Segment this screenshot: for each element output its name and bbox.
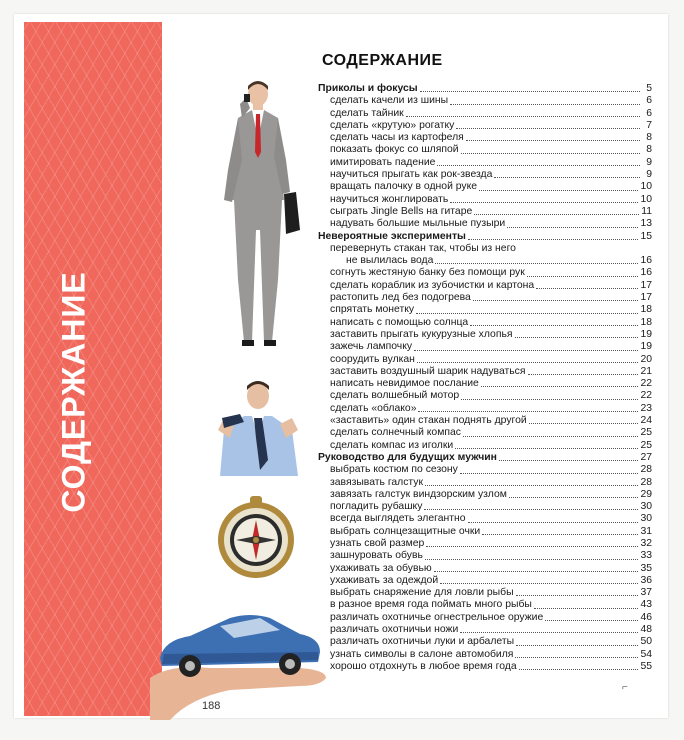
compass-photo [210,492,302,584]
toc-entry[interactable] [318,587,652,599]
toc-entry-title: Невероятные эксперименты [318,230,466,242]
toc-leader-dots [455,448,638,449]
toc-entry-title: погладить рубашку [330,501,423,513]
toc-leader-dots [417,362,639,363]
toc-page-number: 48 [640,624,652,636]
toc-leader-dots [474,214,639,215]
toc-entry[interactable] [318,280,652,292]
toc-page-number: 7 [646,119,652,131]
toc-entry-title: имитировать падение [330,156,436,168]
toc-page-number: 29 [640,488,652,500]
toc-entry[interactable] [318,317,652,329]
toc-entry-title: сделать кораблик из зубочистки и картона [330,279,535,291]
toc-entry-title: завязать галстук виндзорским узлом [330,488,507,500]
toc-section[interactable] [318,83,652,95]
toc-leader-dots [460,473,639,474]
toc-page-number: 13 [640,218,652,230]
toc-page-number: 15 [640,230,652,242]
toc-leader-dots [461,399,638,400]
toc-page-number: 31 [640,525,652,537]
toc-entry-title: узнать символы в салоне автомобиля [330,648,514,660]
toc-entry[interactable] [318,329,652,341]
toc-entry-title: написать невидимое послание [330,378,479,390]
toc-leader-dots [509,497,639,498]
toc-entry-title: сделать «облако» [330,402,417,414]
toc-leader-dots [516,595,639,596]
toc-entry[interactable] [318,144,652,156]
toc-entry-title: завязывать галстук [330,476,424,488]
toc-entry[interactable] [318,440,652,452]
page-corner-mark: ⌐ [622,682,628,693]
toc-entry[interactable] [318,108,652,120]
toc-page-number: 10 [640,193,652,205]
toc-leader-dots [515,657,638,658]
toc-entry[interactable] [318,661,652,673]
toc-entry-title: различать охотничье огнестрельное оружие [330,611,544,623]
toc-page-number: 18 [640,316,652,328]
toc-entry-title: Руководство для будущих мужчин [318,451,497,463]
toc-entry[interactable] [318,415,652,427]
toc-entry-title: сделать тайник [330,107,404,119]
toc-entry-title: заставить прыгать кукурузные хлопья [330,328,513,340]
side-band [24,22,162,716]
toc-leader-dots [481,386,639,387]
toc-entry-title: надувать большие мыльные пузыри [330,218,506,230]
toc-entry[interactable] [318,354,652,366]
toc-entry-title: сделать солнечный компас [330,427,461,439]
toc-page-number: 33 [640,550,652,562]
toc-page-number: 5 [646,83,652,94]
toc-entry-title: «заставить» один стакан поднять другой [330,415,527,427]
toc-entry-title: Приколы и фокусы [318,83,418,94]
toc-page-number: 16 [640,255,652,267]
toc-entry-title: согнуть жестяную банку без помощи рук [330,267,525,279]
toc-page-number: 24 [640,415,652,427]
toc-page-number: 6 [646,107,652,119]
toc-leader-dots [461,153,640,154]
toc-entry-title: сделать качели из шины [330,95,449,107]
toc-leader-dots [529,423,639,424]
toc-entry[interactable] [318,489,652,501]
toc-page-number: 30 [640,501,652,513]
toc-leader-dots [482,534,638,535]
toc-entry[interactable] [318,636,652,648]
toc-leader-dots [426,546,638,547]
side-title: СОДЕРЖАНИЕ [55,271,92,513]
toc-page-number: 8 [646,144,652,156]
toc-leader-dots [425,485,638,486]
toc-entry[interactable] [318,612,652,624]
toc-page-number: 32 [640,537,652,549]
toc-leader-dots [468,522,639,523]
toc-page-number: 46 [640,611,652,623]
toc-entry[interactable] [318,132,652,144]
toc-entry[interactable] [318,563,652,575]
toc-entry-title: заставить воздушный шарик надуваться [330,365,526,377]
toc-leader-dots [440,583,638,584]
page-number: 188 [202,700,221,712]
toc-leader-dots [406,116,640,117]
toc-entry-title: зашнуровать обувь [330,550,423,562]
toc-entry-title: сделать компас из иголки [330,439,454,451]
toc-entry-title: сделать «крутую» рогатку [330,119,455,131]
toc-page-number: 25 [640,439,652,451]
toc-entry-title: различать охотничьи луки и арбалеты [330,636,515,648]
toc-leader-dots [494,177,640,178]
toc-entry[interactable] [318,464,652,476]
toc-entry-title: показать фокус со шляпой [330,144,459,156]
toc-leader-dots [437,165,640,166]
toc-page-number: 43 [640,599,652,611]
toc-entry[interactable] [318,95,652,107]
toc-leader-dots [420,91,640,92]
toc-page-number: 27 [640,451,652,463]
toc-entry-title: сыграть Jingle Bells на гитаре [330,205,473,217]
toc-leader-dots [519,669,639,670]
toc-entry[interactable] [318,501,652,513]
toc-page-number: 19 [640,341,652,353]
toc-leader-dots [460,632,638,633]
toc-leader-dots [468,239,639,240]
toc-leader-dots [418,411,638,412]
toc-entry[interactable] [318,599,652,611]
toc-entry[interactable] [318,390,652,402]
toc-leader-dots [473,300,639,301]
toc-entry[interactable] [318,304,652,316]
toc-page-number: 55 [640,660,652,672]
toc-leader-dots [424,509,638,510]
toc-section[interactable] [318,452,652,464]
toc-leader-dots [435,263,638,264]
toc-leader-dots [507,227,638,228]
toc-entry-title: растопить лед без подогрева [330,292,471,304]
toc-section[interactable] [318,231,652,243]
toc-leader-dots [450,104,640,105]
toc-entry[interactable] [318,292,652,304]
toc-page-number: 22 [640,390,652,402]
businessman-photo [212,80,308,362]
toc-entry-title: перевернуть стакан так, чтобы из него [330,242,516,254]
toc-page-number: 25 [640,427,652,439]
toc-entry-title: в разное время года поймать много рыбы [330,599,532,611]
toc-leader-dots [416,313,638,314]
toc-page-number: 20 [640,353,652,365]
toc-entry[interactable] [318,218,652,230]
toc-page-number: 17 [640,292,652,304]
toc-page-number: 9 [646,169,652,181]
toc-leader-dots [450,202,638,203]
toc-leader-dots [456,128,640,129]
toc-page-number: 28 [640,476,652,488]
toc-entry-title: не вылилась вода [346,255,434,267]
toc-entry[interactable] [318,267,652,279]
toc-entry[interactable] [318,243,652,255]
toc-leader-dots [536,288,638,289]
toc-page-number: 11 [641,205,652,217]
toc-entry-title: соорудить вулкан [330,353,415,365]
toc-entry-title: сделать часы из картофеля [330,132,464,144]
toc-leader-dots [528,374,639,375]
toc-entry[interactable] [318,120,652,132]
toc-entry-title: узнать свой размер [330,537,425,549]
toc-page-number: 16 [640,267,652,279]
toc-entry[interactable] [318,550,652,562]
toc-entry[interactable] [318,157,652,169]
toc-page-number: 28 [640,464,652,476]
toc-entry[interactable] [318,169,652,181]
toc-entry[interactable] [318,378,652,390]
toc-leader-dots [479,190,638,191]
toc-entry[interactable] [318,403,652,415]
toc-entry-title: зажечь лампочку [330,341,413,353]
toc-entry[interactable] [318,575,652,587]
toc-entry-title: спрятать монетку [330,304,415,316]
toc-entry[interactable] [318,366,652,378]
toc-entry[interactable] [318,526,652,538]
toc-entry[interactable] [318,427,652,439]
toc-page-number: 23 [640,402,652,414]
toc-page-number: 36 [640,574,652,586]
toc-leader-dots [516,645,638,646]
toc-leader-dots [545,620,638,621]
toc-page-number: 35 [640,562,652,574]
toc-page-number: 54 [640,648,652,660]
toc-leader-dots [466,140,640,141]
toc-page-number: 17 [640,279,652,291]
toc-leader-dots [515,337,639,338]
toc-page-number: 6 [646,95,652,107]
toc-page-number: 50 [640,636,652,648]
toc-entry-title: выбрать костюм по сезону [330,464,458,476]
toc-leader-dots [434,571,639,572]
tie-man-photo [210,378,306,476]
toc-entry[interactable] [318,206,652,218]
toc-page-number: 22 [640,378,652,390]
toc-entry[interactable] [318,538,652,550]
toc-leader-dots [499,460,639,461]
car-on-hand-photo [150,598,330,720]
toc-page-number: 8 [646,132,652,144]
toc-page-number: 30 [640,513,652,525]
toc-leader-dots [463,436,638,437]
toc-entry-title: научиться прыгать как рок-звезда [330,169,493,181]
toc-entry-title: всегда выглядеть элегантно [330,513,466,525]
toc-entry-title: выбрать солнцезащитные очки [330,525,481,537]
toc-page-number: 37 [640,587,652,599]
toc-page-number: 9 [646,156,652,168]
toc-leader-dots [527,276,639,277]
toc-page-number: 18 [640,304,652,316]
toc-entry[interactable] [318,624,652,636]
toc-entry-title: написать с помощью солнца [330,316,469,328]
toc-entry[interactable] [318,194,652,206]
toc-leader-dots [425,559,639,560]
toc-entry[interactable] [318,341,652,353]
toc-entry[interactable] [318,477,652,489]
toc-entry[interactable] [318,513,652,525]
toc-entry-title: ухаживать за одеждой [330,574,439,586]
toc-entry-title: сделать волшебный мотор [330,390,460,402]
toc-leader-dots [534,608,639,609]
toc-entry-title: научиться жонглировать [330,193,449,205]
toc-entry-title: ухаживать за обувью [330,562,432,574]
toc-page-number: 21 [640,365,652,377]
toc-entry[interactable] [318,649,652,661]
toc-page-number: 19 [640,328,652,340]
page-title: СОДЕРЖАНИЕ [322,52,443,69]
toc-page-number: 10 [640,181,652,193]
toc-entry[interactable] [318,255,652,267]
toc-leader-dots [470,325,638,326]
toc-leader-dots [414,350,638,351]
toc-entry-title: хорошо отдохнуть в любое время года [330,660,517,672]
toc-entry[interactable] [318,181,652,193]
toc-entry-title: выбрать снаряжение для ловли рыбы [330,587,514,599]
toc-entry-title: вращать палочку в одной руке [330,181,478,193]
table-of-contents [318,83,652,673]
toc-entry-title: различать охотничьи ножи [330,624,459,636]
